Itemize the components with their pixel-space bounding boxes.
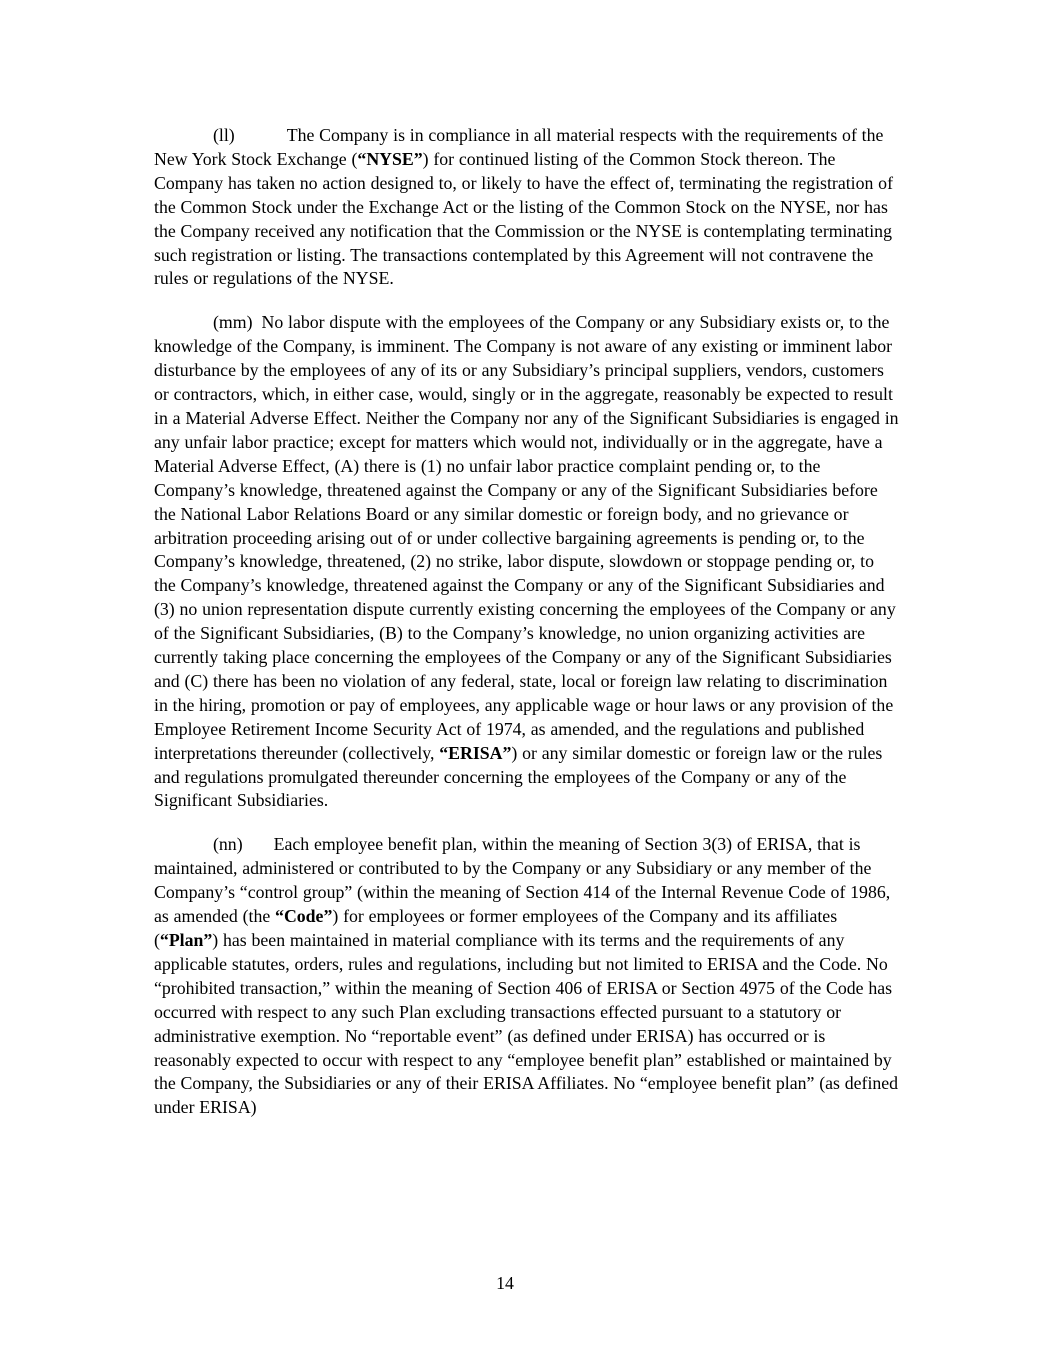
paragraph-ll bbox=[154, 124, 900, 291]
paragraph-mm bbox=[154, 311, 900, 813]
paragraph-label: (ll) bbox=[213, 125, 235, 145]
text-run: ) has been maintained in material compliance with its terms and the requirements of any applicable statutes, orders, rules and regulations, including but not limited to ERISA and the Code. No “prohibited transaction,” within the meaning of Section 406 of ERISA or Section 4975 of the Code has occurred with respect to any such Plan excluding transactions effected pursuant to a statutory or administrative exemption. No “reportable event” (as defined under ERISA) has occurred or is reasonably expected to occur with respect to any “employee benefit plan” established or maintained by the Company, the Subsidiaries or any of their ERISA Affiliates. No “employee benefit plan” (as defined under ERISA) bbox=[154, 930, 899, 1118]
paragraph-text bbox=[154, 125, 893, 288]
paragraph-nn bbox=[154, 833, 900, 1120]
text-run: ) or any similar domestic or foreign law or the rules and regulations promulgated thereunder concerning the employees of the Company or any of the Significant Subsidiaries. bbox=[154, 742, 883, 811]
text-run: No labor dispute with the employees of the Company or any Subsidiary exists or, to the knowledge of the Company, is imminent. The Company is not aware of any existing or imminent labor disturbance by the employees of any of its or any Subsidiary’s principal suppliers, vendors, customers or contractors, which, in either case, would, singly or in the aggregate, reasonably be expected to result in a Material Adverse Effect. Neither the Company nor any of the Significant Subsidiaries is engaged in any unfair labor practice; except for matters which would not, individually or in the aggregate, have a Material Adverse Effect, (A) there is (1) no unfair labor practice complaint pending or, to the Company’s knowledge, threatened against the Company or any of the Significant Subsidiaries before the National Labor Relations Board or any similar domestic or foreign body, and no grievance or arbitration proceeding arising out of or under collective bargaining agreements is pending or, to the Company’s knowledge, threatened, (2) no strike, labor dispute, slowdown or stoppage pending or, to the Company’s knowledge, threatened against the Company or any of the Significant Subsidiaries and (3) no union representation dispute currently existing concerning the employees of the Company or any of the Significant Subsidiaries, (B) to the Company’s knowledge, no union organizing activities are currently taking place concerning the employees of the Company or any of the Significant Subsidiaries and (C) there has been no violation of any federal, state, local or foreign law relating to discrimination in the hiring, promotion or pay of employees, any applicable wage or hour laws or any provision of the Employee Retirement Income Security Act of 1974, as amended, and the regulations and published interpretations thereunder (collectively, bbox=[154, 312, 899, 763]
paragraph-label: (nn) bbox=[213, 834, 243, 855]
defined-term: “Code” bbox=[275, 906, 333, 927]
label-gap bbox=[253, 327, 262, 328]
text-run: ) for employees or former employees of the Company and its affiliates ( bbox=[154, 906, 838, 950]
defined-term: “Plan” bbox=[159, 930, 213, 950]
text-block bbox=[154, 124, 900, 1120]
label-gap bbox=[235, 140, 287, 141]
text-run: The Company is in compliance in all material respects with the requirements of the New York Stock Exchange ( bbox=[154, 125, 884, 169]
label-gap bbox=[243, 849, 274, 850]
text-run: Each employee benefit plan, within the meaning of Section 3(3) of ERISA, that is maintained, administered or contributed to by the Company or any Subsidiary or any member of the Company’s “control group” (within the meaning of Section 414 of the Internal Revenue Code of 1986, as amended (the bbox=[154, 834, 891, 927]
defined-term: “ERISA” bbox=[439, 742, 512, 763]
text-run: ) for continued listing of the Common Stock thereon. The Company has taken no action designed to, or likely to have the effect of, terminating the registration of the Common Stock under the Exchange Act or the listing of the Common Stock on the NYSE, nor has the Company received any notification that the Commission or the NYSE is contemplating terminating such registration or listing. The transactions contemplated by this Agreement will not contravene the rules or regulations of the NYSE. bbox=[154, 148, 893, 289]
paragraph-label: (mm) bbox=[213, 312, 253, 333]
paragraph-text bbox=[154, 834, 898, 1117]
page-number: 14 bbox=[496, 1273, 514, 1293]
defined-term: “NYSE” bbox=[357, 148, 423, 169]
paragraph-text bbox=[154, 312, 899, 810]
